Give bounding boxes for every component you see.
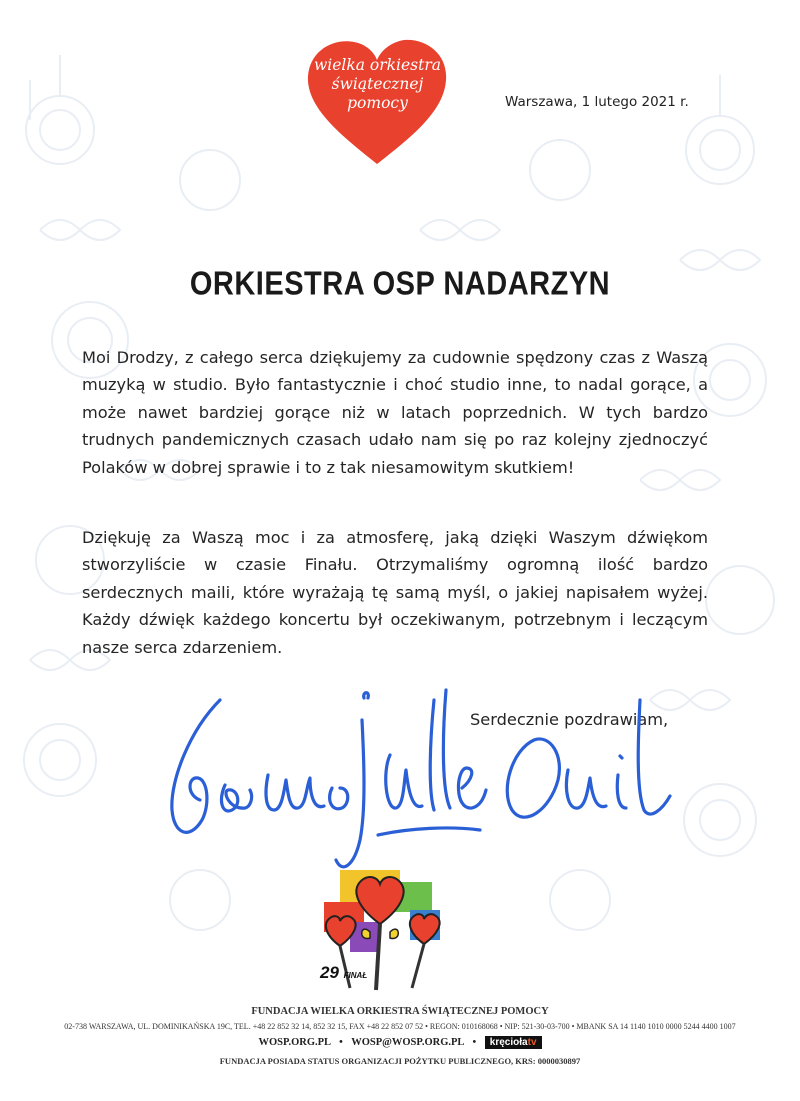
paragraph-2: Dziękuję za Waszą moc i za atmosferę, jaką dzięki Waszym dźwiękom stworzyliście w czasie Finału. Otrzymaliśmy ogromną ilość bardzo serdecznych maili, które wyrażają tę samą myśl, o jakiej napisałem wyżej. Każdy dźwięk każdego koncertu był oczekiwanym, potrzebnym i leczącym nasze serca zdarzeniem. [82,528,708,657]
footer-email-link[interactable]: WOSP@WOSP.ORG.PL [351,1036,464,1048]
letter-date: Warszawa, 1 lutego 2021 r. [505,94,689,110]
footer-separator: • [472,1036,477,1048]
closing-greeting: Serdecznie pozdrawiam, [470,710,669,729]
footer-address: 02-738 WARSZAWA, UL. DOMINIKAŃSKA 19C, TEL. +48 22 852 32 14, 852 32 15, FAX +48 22 852 07 52 • REGON: 010168068 • NIP: 521-30-03-700 • MBANK SA 14 1140 1010 0000 5244 4400 1007 [64,1022,736,1031]
final-label: FINAŁ [343,971,368,980]
logo-line-3: pomocy [347,94,408,112]
logo-line-2: świątecznej [331,75,424,93]
final-number: 29 [320,963,339,982]
paragraph-1: Moi Drodzy, z całego serca dziękujemy za cudownie spędzony czas z Waszą muzyką w studio. Było fantastycznie i choć studio inne, to nadal gorące, a może nawet bardziej gorące niż w latach poprzednich. W tych bardzo trudnych pandemicznych czasach udało nam się po raz kolejny zjednoczyć Polaków w dobrej sprawie i to z tak niesamowitym skutkiem! [82,348,708,477]
letter-title: ORKIESTRA OSP NADARZYN [189,265,611,303]
brand-main: kręcioła [489,1037,528,1048]
footer-status: FUNDACJA POSIADA STATUS ORGANIZACJI POŻYTKU PUBLICZNEGO, KRS: 0000030897 [219,1056,581,1066]
footer-foundation-name: FUNDACJA WIELKA ORKIESTRA ŚWIĄTECZNEJ POMOCY [251,1006,549,1017]
logo-line-1: wielka orkiestra [313,56,441,74]
footer-website-link[interactable]: WOSP.ORG.PL [258,1036,331,1048]
brand-tv: tv [527,1037,537,1048]
footer-separator: • [339,1036,343,1048]
handwritten-signature [150,660,730,890]
final-number-badge [320,963,367,983]
logo-text [310,56,445,113]
footer-links [0,1036,800,1049]
kreciola-tv-logo [485,1036,542,1049]
